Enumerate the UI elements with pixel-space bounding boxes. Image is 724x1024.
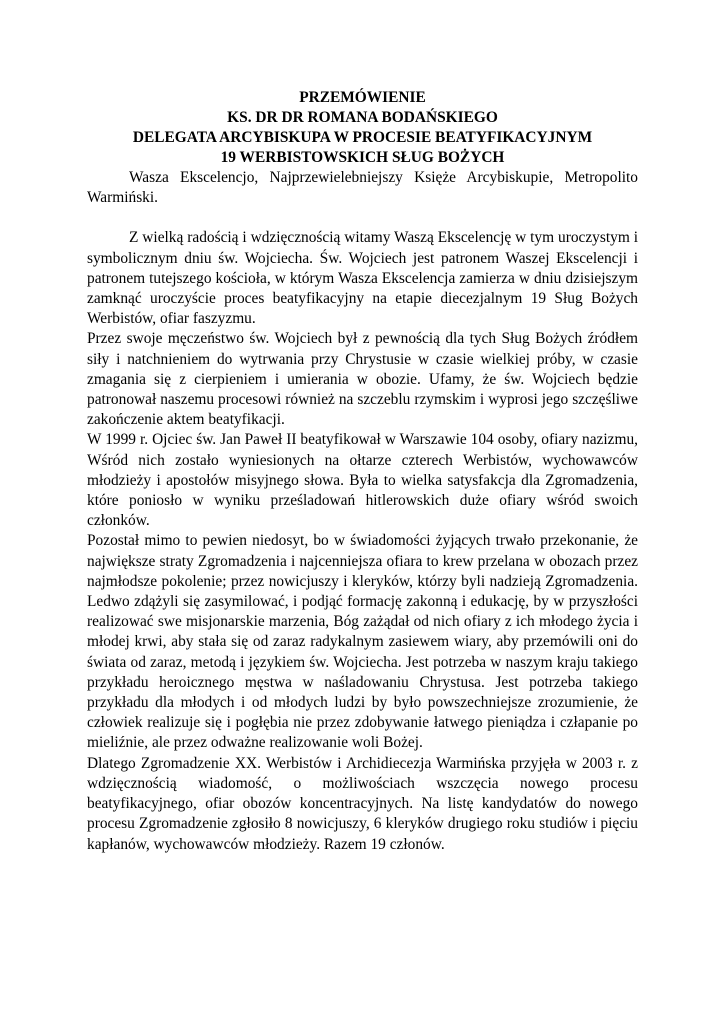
paragraph-5: Dlatego Zgromadzenie XX. Werbistów i Archidiecezja Warmińska przyjęła w 2003 r. z wdzięcznością wiadomość, o możliwościach wszczęcia nowego procesu beatyfikacyjnego, ofiar obozów koncentracyjnych. Na listę kandydatów do nowego procesu Zgromadzenie zgłosiło 8 nowicjuszy, 6 kleryków drugiego roku studiów i pięciu kapłanów, wychowawców młodzieży. Razem 19 członów. — [87, 754, 638, 853]
speech-body — [87, 228, 638, 854]
salutation: Wasza Ekscelencjo, Najprzewielebniejszy Księże Arcybiskupie, Metropolito Warmiński. — [87, 169, 638, 207]
title-line-1: PRZEMÓWIENIE — [299, 89, 426, 106]
title-line-2: KS. DR DR ROMANA BODAŃSKIEGO — [227, 109, 498, 126]
paragraph-2: Przez swoje męczeństwo św. Wojciech był z pewnością dla tych Sług Bożych źródłem siły i natchnieniem do wytrwania przy Chrystusie w czasie wielkiej próby, w czasie zmagania się z cierpieniem i umierania w obozie. Ufamy, że św. Wojciech będzie patronował naszemu procesowi również na szczeblu rzymskim i wyprosi jego szczęśliwe zakończenie aktem beatyfikacji. — [87, 330, 638, 429]
title-line-3: DELEGATA ARCYBISKUPA W PROCESIE BEATYFIKACYJNYM — [132, 129, 593, 146]
paragraph-3: W 1999 r. Ojciec św. Jan Paweł II beatyfikował w Warszawie 104 osoby, ofiary nazizmu, Wśród nich zostało wyniesionych na ołtarze czterech Werbistów, wychowawców młodzieży i apostołów misyjnego słowa. Była to wielka satysfakcja dla Zgromadzenia, które poniosło w wyniku prześladowań hitlerowskich duże ofiary wśród swoich członków. — [87, 431, 638, 530]
document-title — [87, 88, 638, 168]
paragraph-1: Z wielką radością i wdzięcznością witamy Waszą Ekscelencję w tym uroczystym i symbolicznym dniu św. Wojciecha. Św. Wojciech jest patronem Waszej Ekscelencji i patronem tutejszego kościoła, w którym Wasza Ekscelencja zamierza w dniu dzisiejszym zamknąć uroczyście proces beatyfikacyjny na etapie diecezjalnym 19 Sług Bożych Werbistów, ofiar faszyzmu. — [87, 229, 638, 328]
title-line-4: 19 WERBISTOWSKICH SŁUG BOŻYCH — [220, 149, 505, 166]
paragraph-4: Pozostał mimo to pewien niedosyt, bo w świadomości żyjących trwało przekonanie, że największe straty Zgromadzenia i najcenniejsza ofiara to krew przelana w obozach przez najmłodsze pokolenie; przez nowicjuszy i kleryków, którzy byli nadzieją Zgromadzenia. Ledwo zdążyli się zasymilować, i podjąć formację zakonną i edukację, by w przyszłości realizować swe misjonarskie marzenia, Bóg zażądał od nich ofiary z ich młodego życia i młodej krwi, aby stała się od zaraz radykalnym zasiewem wiary, aby przemówili oni do świata od zaraz, metodą i językiem św. Wojciecha. Jest potrzeba w naszym kraju takiego przykładu heroicznego męstwa w naśladowaniu Chrystusa. Jest potrzeba takiego przykładu dla młodych i od młodych ludzi by było powszechniejsze zrozumienie, że człowiek realizuje się i pogłębia nie przez zdobywanie łatwego pieniądza i człapanie po mieliźnie, ale przez odważne realizowanie woli Bożej. — [87, 532, 638, 752]
